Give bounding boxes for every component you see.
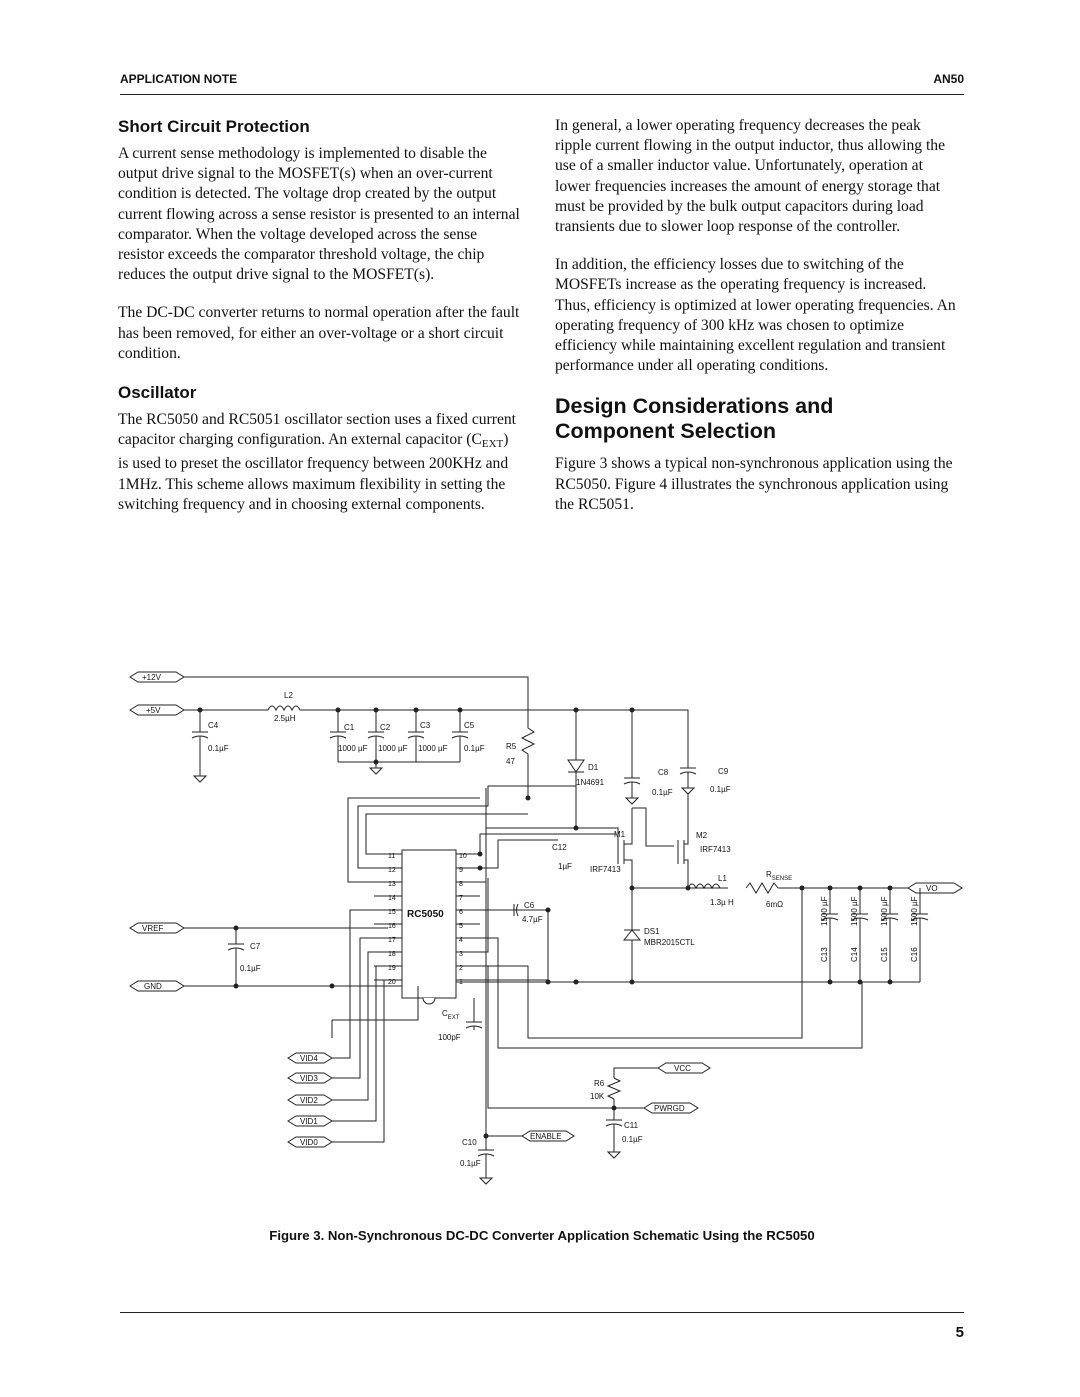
part-label: C13: [820, 947, 829, 962]
part-label: C8: [658, 768, 669, 777]
part-label: C2: [380, 723, 391, 732]
part-label: 0.1µF: [208, 744, 229, 753]
part-label: MBR2015CTL: [644, 938, 695, 947]
text-run: The RC5050 and RC5051 oscillator section uses a fixed current capacitor charging configuration. An external capacitor (C: [118, 411, 516, 449]
paragraph: In general, a lower operating frequency decreases the peak ripple current flowing in the output inductor, thus allowing the use of a smaller inductor value. Unfortunately, operation at lower frequencies increases the amount of energy storage that must be provided by the bulk output capacitors during load transients due to slower loop response of the controller.: [555, 117, 946, 236]
heading-short-circuit: Short Circuit Protection: [118, 117, 310, 136]
part-label: 1500 µF: [850, 896, 859, 926]
resistor-r5: [522, 728, 534, 754]
part-label: C16: [910, 947, 919, 962]
page-header: [120, 72, 964, 95]
part-label: IRF7413: [700, 845, 731, 854]
part-label: 0.1µF: [710, 785, 731, 794]
part-label: 10K: [590, 1092, 605, 1101]
part-label: 4.7µF: [522, 915, 543, 924]
port-label: +12V: [142, 673, 161, 682]
ic-pin-number: 16: [388, 923, 396, 930]
heading-line: Design Considerations and: [555, 394, 834, 419]
part-label: M2: [696, 831, 708, 840]
part-label: DS1: [644, 927, 660, 936]
part-label: R6: [594, 1079, 605, 1088]
right-column: [555, 116, 957, 533]
ic-pin-number: 9: [459, 867, 463, 874]
part-label: C10: [462, 1138, 477, 1147]
port-label: GND: [144, 982, 162, 991]
diode-ds1: [624, 930, 640, 940]
text-run: ) is used to preset the oscillator frequency between 200KHz and 1MHz. This scheme allows maximum flexibility in setting the switching frequency and in choosing external components.: [118, 431, 509, 513]
port-label: VO: [926, 884, 938, 893]
part-label: C11: [624, 1121, 639, 1130]
port-label: VREF: [142, 924, 164, 933]
ic-pin-number: 8: [459, 881, 463, 888]
ic-pin-number: 5: [459, 923, 463, 930]
port-label: VID2: [300, 1096, 318, 1105]
text-run: R: [766, 870, 772, 879]
part-label: C12: [552, 843, 567, 852]
ic-pin-number: 3: [459, 951, 463, 958]
port-label: ENABLE: [530, 1132, 562, 1141]
part-label: 6mΩ: [766, 900, 784, 909]
part-label: C4: [208, 721, 219, 730]
part-label: 47: [506, 757, 515, 766]
text-run: EXT: [447, 1015, 460, 1021]
heading-oscillator: Oscillator: [118, 383, 197, 403]
part-label: C6: [524, 901, 535, 910]
ic-pin-number: 4: [459, 937, 463, 944]
ic-pin-number: 12: [388, 867, 396, 874]
ic-pin-number: 20: [388, 979, 396, 986]
text-run: SENSE: [771, 876, 793, 882]
part-label: 1N4691: [576, 778, 605, 787]
port-label: PWRGD: [654, 1104, 685, 1113]
ic-pin-number: 17: [388, 937, 396, 944]
ic-name: RC5050: [407, 909, 444, 920]
part-label: 0.1µF: [460, 1159, 481, 1168]
part-label: [766, 870, 792, 882]
header-left: APPLICATION NOTE: [120, 72, 238, 86]
part-label: D1: [588, 763, 599, 772]
schematic-figure: [118, 668, 968, 1198]
inductor-l2: [268, 706, 300, 710]
part-label: 1500 µF: [820, 896, 829, 926]
part-label: 0.1µF: [652, 788, 673, 797]
part-label: C3: [420, 721, 431, 730]
ic-pin-number: 11: [388, 853, 396, 860]
part-label: 0.1µF: [622, 1135, 643, 1144]
part-label: L2: [284, 691, 293, 700]
paragraph: A current sense methodology is implemented to disable the output drive signal to the MOSFET(s) when an over-current condition is detected. The voltage drop created by the output current flowing across a sense resistor is presented to an internal comparator. When the voltage developed across the sense resistor exceeds the comparator threshold voltage, the chip reduces the output drive signal to the MOSFET(s).: [118, 145, 520, 284]
ic-pin-number: 15: [388, 909, 396, 916]
ic-pin-number: 2: [459, 965, 463, 972]
part-label: C14: [850, 947, 859, 962]
text-run: C: [442, 1009, 448, 1018]
part-label: 1500 µF: [910, 896, 919, 926]
part-label: L1: [718, 874, 727, 883]
ic-pin-number: 14: [388, 895, 396, 902]
paragraph: Figure 3 shows a typical non-synchronous application using the RC5050. Figure 4 illustrates the synchronous application using the RC5051.: [555, 455, 953, 513]
subscript: EXT: [481, 438, 504, 451]
part-label: C15: [880, 947, 889, 962]
part-label: 1µF: [558, 862, 572, 871]
diode-d1: [568, 760, 584, 772]
part-label: 1000 µF: [418, 744, 448, 753]
wire: [184, 677, 528, 728]
ic-pin-number: 10: [459, 853, 467, 860]
ic-pin-number: 7: [459, 895, 463, 902]
port-label: VID4: [300, 1054, 318, 1063]
part-label: 1000 µF: [338, 744, 368, 753]
paragraph: The DC-DC converter returns to normal operation after the fault has been removed, for either an over-voltage or a short circuit condition.: [118, 304, 520, 362]
ic-pin-number: 6: [459, 909, 463, 916]
figure-caption: Figure 3. Non-Synchronous DC-DC Converter Application Schematic Using the RC5050: [269, 1228, 815, 1243]
part-label: 2.5µH: [274, 714, 296, 723]
paragraph: In addition, the efficiency losses due to switching of the MOSFETs increase as the operating frequency is increased. Thus, efficiency is optimized at lower operating frequencies. An operating frequency of 300 kHz was chosen to optimize efficiency while maintaining excellent regulation and transient performance under all operating conditions.: [555, 256, 956, 375]
part-label: M1: [614, 830, 626, 839]
ic-pin-number: 13: [388, 881, 396, 888]
heading-line: Component Selection: [555, 419, 776, 444]
part-label: 1000 µF: [378, 744, 408, 753]
paragraph-oscillator: [118, 410, 520, 515]
part-label: IRF7413: [590, 865, 621, 874]
port-label: VID1: [300, 1117, 318, 1126]
port-label: VCC: [674, 1064, 691, 1073]
part-label: 1.3µ H: [710, 898, 734, 907]
part-label: C5: [464, 721, 475, 730]
ground-symbol: [194, 776, 206, 782]
heading-design: [555, 394, 957, 444]
port-label: VID3: [300, 1074, 318, 1083]
ic-pin-number: 1: [459, 979, 463, 986]
ic-rc5050: [402, 850, 456, 998]
part-label: 0.1µF: [464, 744, 485, 753]
part-label: C1: [344, 723, 355, 732]
part-label: C9: [718, 767, 729, 776]
part-label: 100pF: [438, 1033, 461, 1042]
resistor-rsense: [746, 883, 778, 893]
page-number: 5: [955, 1324, 964, 1341]
part-label: C7: [250, 942, 261, 951]
ic-pin-number: 19: [388, 965, 396, 972]
ic-pin-number: 18: [388, 951, 396, 958]
part-label: [442, 1009, 460, 1021]
left-column: [118, 116, 520, 533]
port-label: +5V: [146, 706, 161, 715]
footer-rule: [120, 1312, 964, 1313]
part-label: R5: [506, 742, 517, 751]
port-label: VID0: [300, 1138, 318, 1147]
header-right: AN50: [933, 72, 964, 86]
part-label: 1500 µF: [880, 896, 889, 926]
part-label: 0.1µF: [240, 964, 261, 973]
